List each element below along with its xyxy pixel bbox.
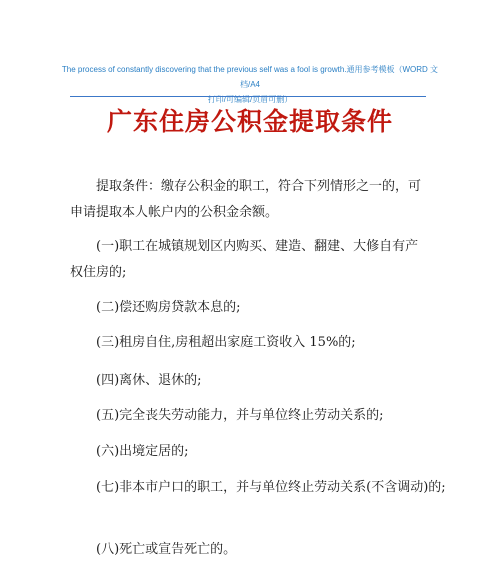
item-3 xyxy=(70,330,442,356)
item-5 xyxy=(70,403,442,429)
item-2-text: (二)偿还购房贷款本息的; xyxy=(96,300,241,315)
item-8 xyxy=(70,537,442,563)
intro-line-1: 提取条件：缴存公积金的职工，符合下列情形之一的，可 xyxy=(96,179,422,194)
intro-paragraph xyxy=(70,174,442,226)
item-2 xyxy=(70,295,442,321)
header-line-2: 打印/可编辑/页眉可删） xyxy=(207,95,293,104)
header-line-1: The process of constantly discovering that the previous self was a fool is growth.通用参考模板（WORD 文档/A4 xyxy=(61,65,439,89)
item-5-text: (五)完全丧失劳动能力，并与单位终止劳动关系的; xyxy=(96,408,384,423)
item-4-text: (四)离休、退休的; xyxy=(96,373,202,388)
item-4 xyxy=(70,368,442,394)
item-8-text: (八)死亡或宣告死亡的。 xyxy=(96,542,237,557)
item-6 xyxy=(70,439,442,465)
header-divider xyxy=(70,96,426,97)
item-7-text: (七)非本市户口的职工，并与单位终止劳动关系(不含调动)的; xyxy=(96,480,446,495)
page-header xyxy=(60,62,440,107)
document-title: 广东住房公积金提取条件 xyxy=(106,107,393,136)
intro-line-2: 申请提取本人帐户内的公积金余额。 xyxy=(70,205,279,220)
item-1-line-1: (一)职工在城镇规划区内购买、建造、翻建、大修自有产 xyxy=(96,239,419,254)
item-6-text: (六)出境定居的; xyxy=(96,444,189,459)
item-1 xyxy=(70,234,442,286)
item-1-line-2: 权住房的; xyxy=(70,265,127,280)
item-7 xyxy=(70,475,446,501)
item-3-text: (三)租房自住,房租超出家庭工资收入 15%的; xyxy=(96,335,356,350)
